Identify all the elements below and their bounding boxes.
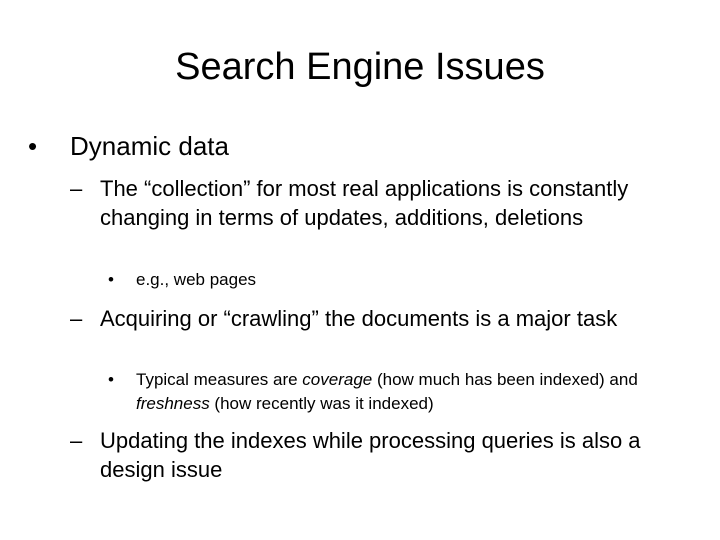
- dash-marker: –: [70, 176, 83, 201]
- bullet-dynamic-data: [28, 128, 229, 164]
- sub-bullet-collection: [70, 174, 670, 232]
- sub-bullet-text: The “collection” for most real applications is constantly changing in terms of updates, additions, deletions: [100, 176, 629, 230]
- sub-sub-bullet-web-pages: [108, 268, 668, 292]
- bullet-marker: •: [108, 370, 114, 389]
- sub-bullet-updating: [70, 426, 670, 484]
- term-coverage: coverage: [302, 370, 373, 389]
- sub-sub-bullet-measures: [108, 368, 678, 416]
- bullet-text: Dynamic data: [70, 131, 229, 161]
- bullet-marker: •: [108, 270, 114, 289]
- sub-sub-bullet-text: e.g., web pages: [136, 270, 257, 289]
- term-freshness: freshness: [136, 394, 210, 413]
- sub-bullet-text: Acquiring or “crawling” the documents is a major task: [100, 306, 618, 331]
- text-fragment: (how much has been indexed) and: [372, 370, 638, 389]
- dash-marker: –: [70, 306, 83, 331]
- sub-sub-bullet-text: [136, 368, 678, 416]
- slide-title: Search Engine Issues: [175, 46, 545, 88]
- dash-marker: –: [70, 428, 83, 453]
- bullet-marker: •: [28, 131, 38, 161]
- sub-bullet-crawling: [70, 304, 670, 333]
- sub-bullet-text: Updating the indexes while processing queries is also a design issue: [100, 428, 641, 482]
- text-fragment: Typical measures are: [136, 370, 303, 389]
- text-fragment: (how recently was it indexed): [209, 394, 434, 413]
